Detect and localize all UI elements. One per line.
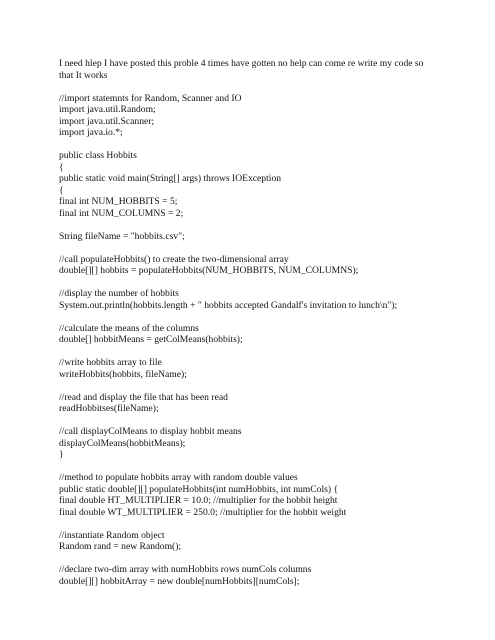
paragraph-gap (59, 461, 439, 473)
code-line: double[] hobbitMeans = getColMeans(hobbits); (59, 334, 243, 345)
code-block-random (59, 530, 439, 553)
paragraph-gap (59, 139, 439, 151)
code-line: //import statemnts for Random, Scanner and IO (59, 92, 242, 104)
paragraph-gap (59, 380, 439, 392)
code-line: double[][] hobbitArray = new double[numHobbits][numCols]; (59, 575, 300, 587)
paragraph-gap (59, 81, 439, 93)
code-line: final double HT_MULTIPLIER = 10.0; //multiplier for the hobbit height (59, 495, 338, 506)
paragraph-gap (59, 346, 439, 358)
code-line: final double WT_MULTIPLIER = 250.0; //multiplier for the hobbit weight (59, 506, 347, 518)
paragraph-gap (59, 219, 439, 231)
paragraph-gap (59, 415, 439, 427)
code-line: //call displayColMeans to display hobbit means (59, 426, 242, 437)
code-line: //display the number of hobbits (59, 288, 179, 299)
code-line: writeHobbits(hobbits, fileName); (59, 368, 187, 380)
code-block-array-decl (59, 564, 439, 587)
code-block-populate-method (59, 472, 439, 518)
code-line: import java.io.*; (59, 127, 123, 138)
code-line: //call populateHobbits() to create the two-dimensional array (59, 253, 289, 265)
code-block-filename (59, 231, 439, 243)
code-line: Random rand = new Random(); (59, 541, 182, 552)
code-block-display-means (59, 426, 439, 461)
code-line: public static void main(String[] args) throws IOException (59, 173, 282, 184)
code-block-write (59, 357, 439, 380)
code-line: final int NUM_HOBBITS = 5; (59, 196, 178, 207)
code-block-class-header (59, 150, 439, 219)
code-line: import java.util.Scanner; (59, 115, 155, 127)
code-line: public class Hobbits (59, 150, 137, 161)
intro-line: that It works (59, 69, 108, 81)
code-line: { (59, 184, 64, 196)
code-line: { (59, 161, 64, 173)
code-block-read (59, 392, 439, 415)
code-line: System.out.println(hobbits.length + " hobbits accepted Gandalf's invitation to lunch\n"); (59, 299, 398, 311)
paragraph-gap (59, 553, 439, 565)
code-line: String fileName = "hobbits.csv"; (59, 230, 185, 242)
code-line: public static double[][] populateHobbits(int numHobbits, int numCols) { (59, 483, 339, 495)
code-line: double[][] hobbits = populateHobbits(NUM_HOBBITS, NUM_COLUMNS); (59, 265, 359, 276)
code-line: } (59, 449, 64, 460)
paragraph-gap (59, 518, 439, 530)
code-line: import java.util.Random; (59, 104, 156, 115)
paragraph-gap (59, 242, 439, 254)
code-line: //method to populate hobbits array with random double values (59, 472, 298, 483)
code-block-populate-call (59, 254, 439, 277)
code-line: //read and display the file that has been read (59, 391, 228, 403)
code-line: final int NUM_COLUMNS = 2; (59, 207, 184, 219)
intro-line: I need hlep I have posted this proble 4 times have gotten no help can come re write my code so (59, 58, 424, 69)
code-block-means (59, 323, 439, 346)
paragraph-gap (59, 277, 439, 289)
code-line: //write hobbits array to file (59, 357, 162, 368)
document-body (59, 58, 439, 587)
code-line: //instantiate Random object (59, 529, 165, 541)
code-line: //declare two-dim array with numHobbits rows numCols columns (59, 564, 312, 575)
code-line: readHobbitses(fileName); (59, 403, 159, 414)
code-block-imports (59, 93, 439, 139)
paragraph-gap (59, 311, 439, 323)
intro-paragraph (59, 58, 439, 81)
code-block-display-count (59, 288, 439, 311)
code-line: //calculate the means of the columns (59, 322, 199, 334)
code-line: displayColMeans(hobbitMeans); (59, 437, 186, 449)
